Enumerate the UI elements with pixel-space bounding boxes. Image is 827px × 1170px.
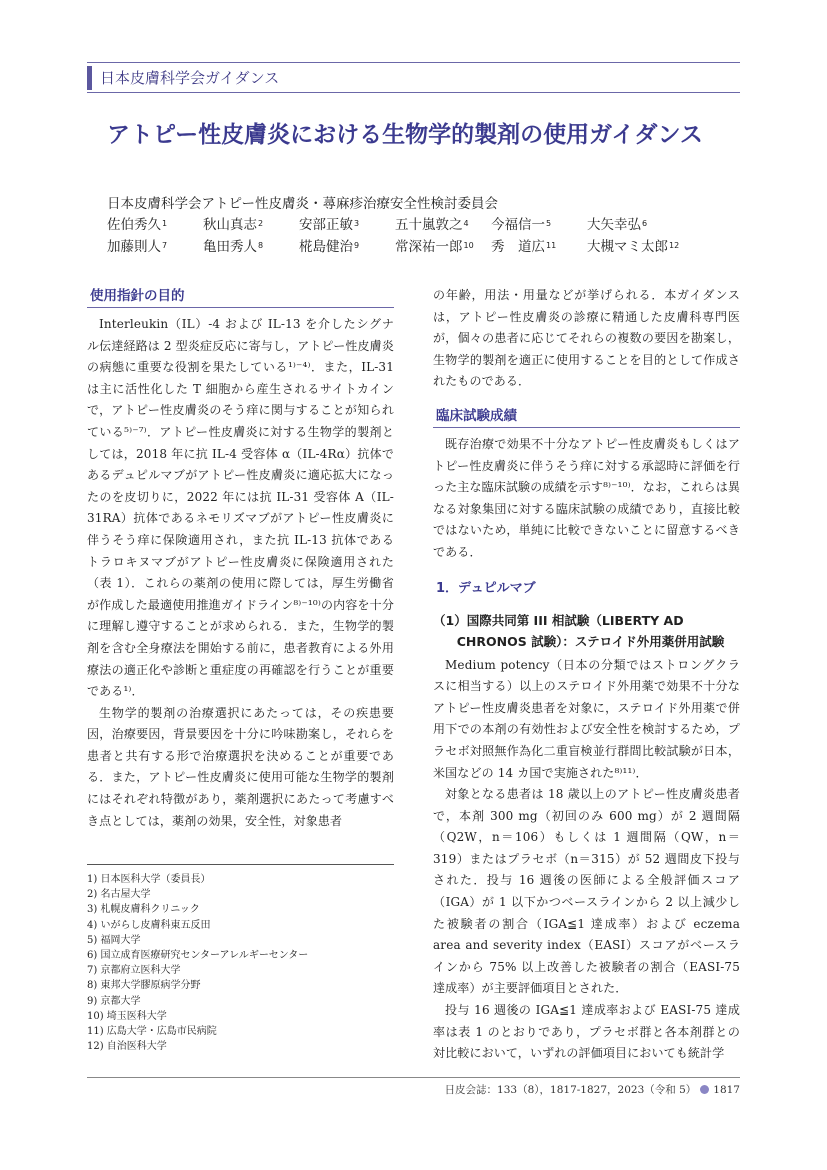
affiliation-marker: 10 bbox=[463, 241, 474, 250]
affiliation-item: 11) 広島大学・広島市民病院 bbox=[87, 1026, 217, 1038]
affiliation-marker: 2 bbox=[258, 219, 264, 228]
affiliation-item: 12) 自治医科大学 bbox=[87, 1041, 167, 1053]
body-paragraph: 対象となる患者は 18 歳以上のアトピー性皮膚炎患者で，本剤 300 mg（初回のみ 600 mg）が 2 週間隔（Q2W，n＝106）もしくは 1 週間隔（QW，n＝319）またはプラセボ（n＝315）が 52 週間皮下投与された．投与 16 週後の医師による全般評価スコア（IGA）が 1 以下かつベースラインから 2 以上減少した被験者の割合（IGA≦1 達成率）および eczema area and severity index（EASI）スコアがベースラインから 75% 以上改善した被験者の割合（EASI-75 達成率）が主要評価項目とされた． bbox=[433, 787, 740, 996]
author-name-text: 大矢幸弘 bbox=[587, 217, 641, 233]
section-heading-purpose: 使用指針の目的 bbox=[87, 285, 394, 308]
author-name-text: 椛島健治 bbox=[299, 239, 353, 255]
header-top-rule bbox=[87, 62, 740, 63]
body-paragraph: Interleukin（IL）-4 および IL-13 を介したシグナル伝達経路は 2 型炎症反応に寄与し，アトピー性皮膚炎の病態に重要な役割を果たしている¹⁾⁻⁴⁾．また，IL-31 は主に活性化した T 細胞から産生されるサイトカインで，アトピー性皮膚炎のそう痒に関与することが知られている⁵⁾⁻⁷⁾．アトピー性皮膚炎に対する生物学的製剤としては，2018 年に抗 IL-4 受容体 α（IL-4Rα）抗体であるデュピルマブがアトピー性皮膚炎に適応拡大になったのを皮切りに，2022 年には抗 IL-31 受容体 A（IL-31RA）抗体であるネモリズマブがアトピー性皮膚炎に伴うそう痒に保険適用され，また抗 IL-13 抗体であるトラロキヌマブがアトピー性皮膚炎に保険適用された（表 1）．これらの薬剤の使用に際しては，厚生労働省が作成した最適使用推進ガイドライン⁸⁾⁻¹⁰⁾の内容を十分に理解し遵守することが求められる．また，生物学的製剤を含む全身療法を開始する前に，患者教育による外用療法の適正化や診断と重症度の再確認を行うことが重要である¹⁾． bbox=[87, 317, 394, 699]
affiliation-item: 3) 札幌皮膚科クリニック bbox=[87, 904, 200, 916]
page-number: 1817 bbox=[713, 1084, 740, 1096]
author-name bbox=[587, 236, 679, 258]
author-name-text: 安部正敏 bbox=[299, 217, 353, 233]
author-name bbox=[299, 236, 359, 258]
author-name bbox=[395, 214, 469, 236]
section-heading-clinical-trials: 臨床試験成績 bbox=[433, 405, 740, 428]
affiliation-item: 5) 福岡大学 bbox=[87, 934, 141, 946]
affiliation-marker: 11 bbox=[546, 241, 557, 250]
author-name bbox=[107, 214, 167, 236]
affiliation-marker: 9 bbox=[354, 241, 360, 250]
left-column bbox=[87, 285, 394, 832]
body-paragraph: 投与 16 週後の IGA≦1 達成率および EASI-75 達成率は表 1 のとおりであり，プラセボ群と各本剤群との対比較において，いずれの評価項目においても統計学 bbox=[433, 1003, 740, 1061]
affiliation-item: 9) 京都大学 bbox=[87, 995, 141, 1007]
author-name bbox=[491, 214, 551, 236]
committee-name: 日本皮膚科学会アトピー性皮膚炎・蕁麻疹治療安全性検討委員会 bbox=[107, 196, 498, 212]
author-name bbox=[299, 214, 359, 236]
affiliation-item: 2) 名古屋大学 bbox=[87, 889, 151, 901]
body-paragraph: 既存治療で効果不十分なアトピー性皮膚炎もしくはアトピー性皮膚炎に伴うそう痒に対する承認時に評価を行った主な臨床試験の成績を示す⁸⁾⁻¹⁰⁾．なお，これらは異なる対象集団に対する臨床試験の成績であり，直接比較ではないため，単純に比較できないことに留意するべきである． bbox=[433, 436, 741, 559]
affiliation-marker: 6 bbox=[642, 219, 648, 228]
subsubsection-heading-chronos: （1）国際共同第 III 相試験（LIBERTY AD CHRONOS 試験）：ステロイド外用薬併用試験 bbox=[433, 612, 725, 649]
affiliation-marker: 5 bbox=[546, 219, 552, 228]
author-name-text: 今福信一 bbox=[491, 217, 545, 233]
author-name bbox=[107, 236, 167, 258]
affiliation-marker: 3 bbox=[354, 219, 360, 228]
affiliation-item: 8) 東邦大学膠原病学分野 bbox=[87, 980, 201, 992]
author-name bbox=[203, 236, 263, 258]
page-footer bbox=[445, 1083, 740, 1097]
affiliation-item: 6) 国立成育医療研究センターアレルギーセンター bbox=[87, 950, 309, 962]
footer-dot-icon bbox=[700, 1085, 709, 1094]
author-name bbox=[395, 236, 474, 258]
affiliation-item: 1) 日本医科大学（委員長） bbox=[87, 874, 211, 885]
author-name-text: 秀 道広 bbox=[491, 239, 545, 255]
body-paragraph: 生物学的製剤の治療選択にあたっては，その疾患要因，治療要因，背景要因を十分に吟味勘案し，それらを患者と共有する形で治療選択を決めることが重要である．また，アトピー性皮膚炎に使用可能な生物学的製剤にはそれぞれ特徴があり，薬剤選択にあたって考慮すべき点としては，薬剤の効果，安全性，対象患者 bbox=[87, 705, 394, 828]
author-name bbox=[587, 214, 647, 236]
right-column bbox=[433, 285, 740, 1065]
body-paragraph: Medium potency（日本の分類ではストロングクラスに相当する）以上のステロイド外用薬で効果不十分なアトピー性皮膚炎患者を対象に，ステロイド外用薬で併用下での本剤の有効性および安全性を検討するため，プラセボ対照無作為化二重盲検並行群間比較試験が日本，米国などの 14 カ国で実施された⁸⁾¹¹⁾． bbox=[433, 657, 740, 780]
footer-rule bbox=[87, 1077, 740, 1078]
body-paragraph: の年齢，用法・用量などが挙げられる．本ガイダンスは，アトピー性皮膚炎の診療に精通した皮膚科専門医が，個々の患者に応じてそれらの複数の要因を勘案し，生物学的製剤を適正に使用することを目的として作成されたものである． bbox=[433, 288, 740, 389]
affiliation-list bbox=[87, 864, 394, 1054]
affiliation-item: 10) 埼玉医科大学 bbox=[87, 1010, 167, 1022]
affiliation-marker: 1 bbox=[162, 219, 168, 228]
author-name-text: 佐伯秀久 bbox=[107, 217, 161, 233]
author-name-text: 常深祐一郎 bbox=[395, 239, 463, 255]
author-name-text: 大槻マミ太郎 bbox=[587, 239, 668, 255]
author-name-text: 五十嵐敦之 bbox=[395, 217, 463, 233]
author-name-text: 秋山真志 bbox=[203, 217, 257, 233]
affiliation-marker: 7 bbox=[162, 241, 168, 250]
author-name bbox=[491, 236, 556, 258]
affiliation-item: 4) いがらし皮膚科東五反田 bbox=[87, 919, 211, 931]
affiliation-item: 7) 京都府立医科大学 bbox=[87, 965, 181, 977]
author-name-text: 加藤則人 bbox=[107, 239, 161, 255]
author-name bbox=[203, 214, 263, 236]
article-title: アトピー性皮膚炎における生物学的製剤の使用ガイダンス bbox=[107, 122, 703, 148]
header-bottom-rule bbox=[87, 92, 740, 93]
subsection-heading-dupilumab: 1．デュピルマブ bbox=[436, 580, 536, 596]
affiliation-marker: 8 bbox=[258, 241, 264, 250]
author-name-text: 亀田秀人 bbox=[203, 239, 257, 255]
affiliation-marker: 4 bbox=[463, 219, 469, 228]
journal-citation: 日皮会誌：133（8），1817-1827，2023（令和 5） bbox=[444, 1084, 697, 1096]
affiliation-marker: 12 bbox=[669, 241, 680, 250]
guideline-label: 日本皮膚科学会ガイダンス bbox=[87, 66, 279, 90]
